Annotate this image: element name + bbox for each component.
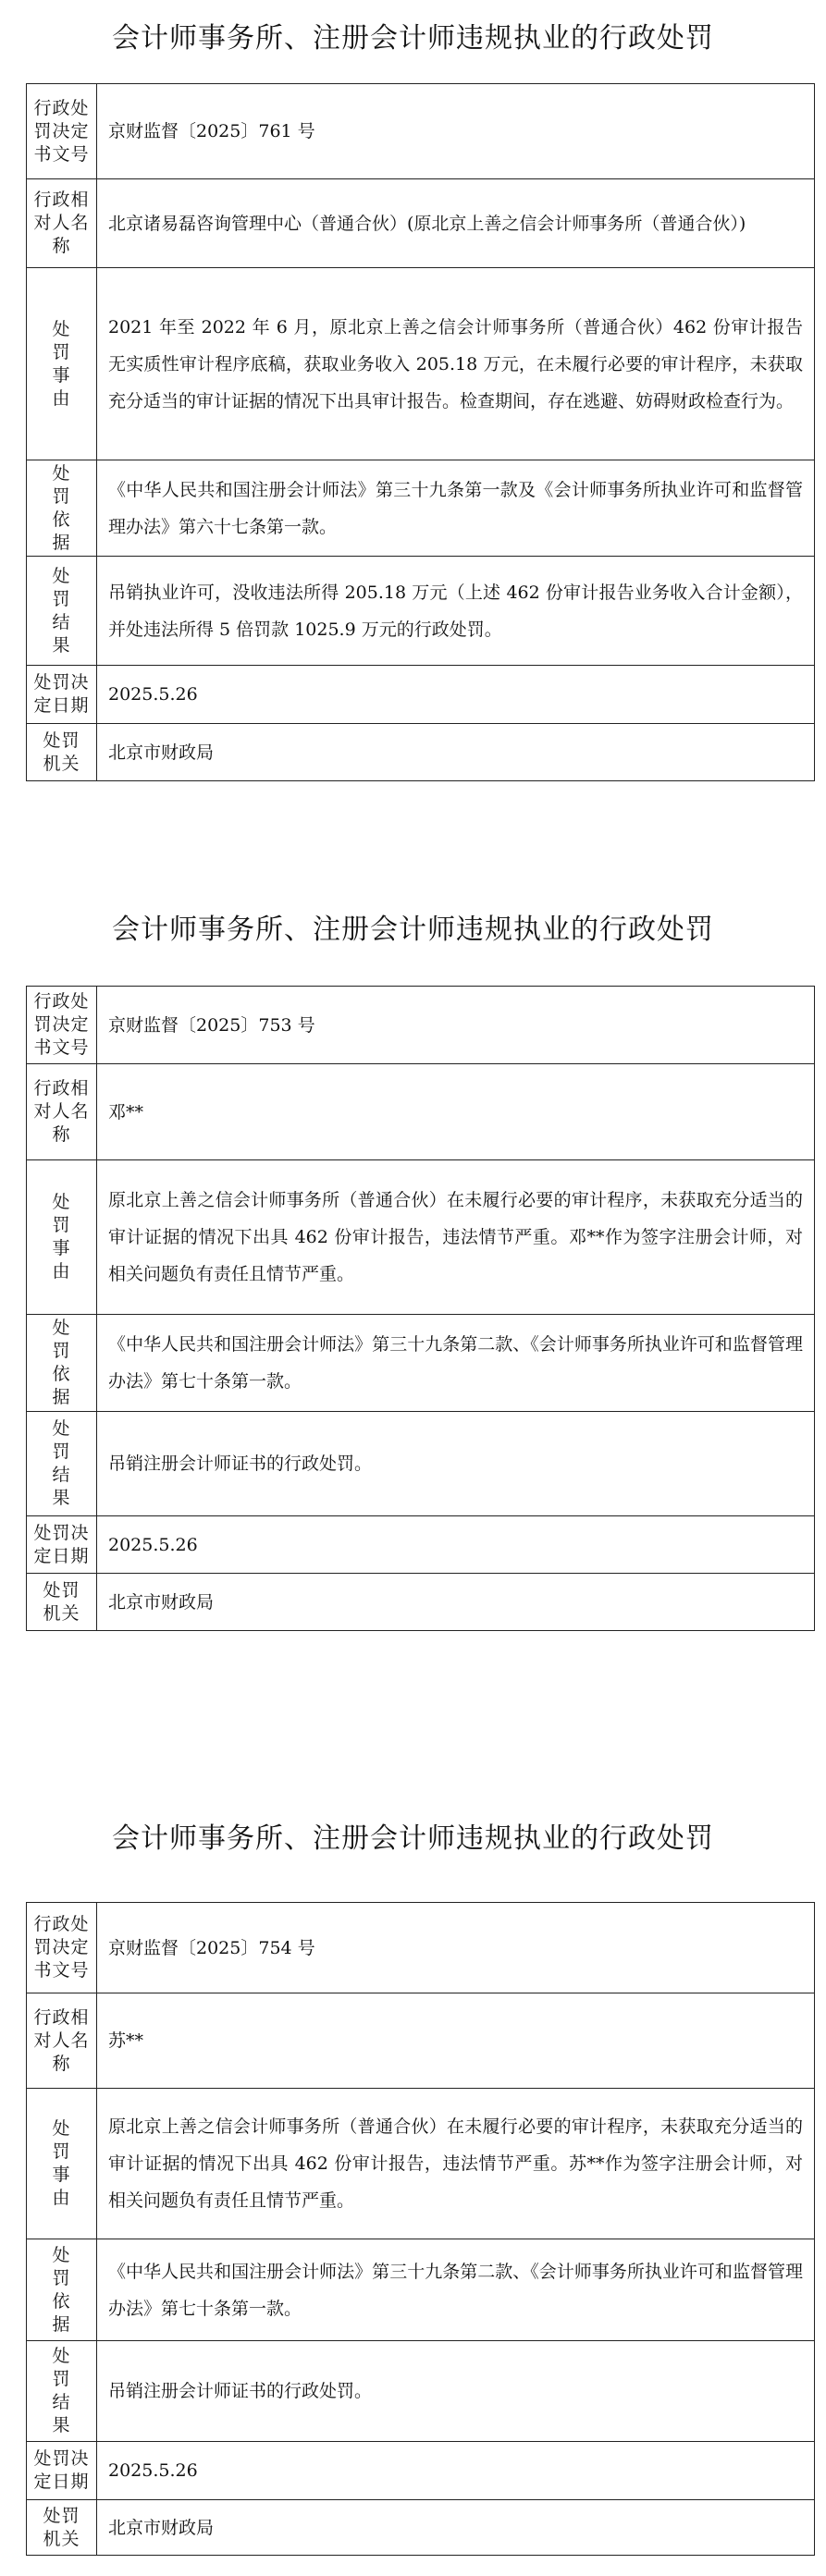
- notice-title: 会计师事务所、注册会计师违规执业的行政处罚: [112, 1822, 714, 1855]
- row-label-basis: 处罚依据: [27, 460, 97, 557]
- row-label-reason: 处罚事由: [27, 1160, 97, 1315]
- row-value-basis: 《中华人民共和国注册会计师法》第三十九条第一款及《会计师事务所执业许可和监督管理办法》第六十七条第一款。: [97, 460, 815, 557]
- row-label-authority: 处罚机关: [27, 724, 97, 781]
- table-row: [27, 557, 815, 666]
- row-label-party-name: 行政相对人名称: [27, 1993, 97, 2089]
- row-value-authority: 北京市财政局: [97, 2500, 815, 2556]
- row-value-decision-number: 京财监督〔2025〕754 号: [97, 1903, 815, 1993]
- table-row: [27, 987, 815, 1064]
- row-label-decision-date: 处罚决定日期: [27, 666, 97, 724]
- table-row: [27, 2442, 815, 2500]
- row-value-reason: 2021 年至 2022 年 6 月，原北京上善之信会计师事务所（普通合伙）462 份审计报告无实质性审计程序底稿，获取业务收入 205.18 万元，在未履行必要的审计程序，未获取充分适当的审计证据的情况下出具审计报告。检查期间，存在逃避、妨碍财政检查行为。: [97, 268, 815, 460]
- row-label-result: 处罚结果: [27, 1412, 97, 1516]
- table-row: [27, 2239, 815, 2341]
- table-row: [27, 666, 815, 724]
- row-value-result: 吊销注册会计师证书的行政处罚。: [97, 1412, 815, 1516]
- table-row: [27, 84, 815, 179]
- row-value-result: 吊销注册会计师证书的行政处罚。: [97, 2341, 815, 2442]
- row-label-decision-number: 行政处罚决定书文号: [27, 84, 97, 179]
- notice-table: [26, 986, 815, 1631]
- row-label-decision-date: 处罚决定日期: [27, 2442, 97, 2500]
- table-row: [27, 179, 815, 268]
- table-row: [27, 2341, 815, 2442]
- row-label-decision-date: 处罚决定日期: [27, 1516, 97, 1574]
- row-value-authority: 北京市财政局: [97, 1574, 815, 1631]
- table-row: [27, 724, 815, 781]
- table-row: [27, 1903, 815, 1993]
- notice-title: 会计师事务所、注册会计师违规执业的行政处罚: [112, 914, 714, 946]
- table-row: [27, 268, 815, 460]
- row-label-basis: 处罚依据: [27, 1315, 97, 1412]
- row-value-basis: 《中华人民共和国注册会计师法》第三十九条第二款、《会计师事务所执业许可和监督管理办法》第七十条第一款。: [97, 2239, 815, 2341]
- table-row: [27, 2089, 815, 2239]
- row-value-basis: 《中华人民共和国注册会计师法》第三十九条第二款、《会计师事务所执业许可和监督管理办法》第七十条第一款。: [97, 1315, 815, 1412]
- row-value-party-name: 苏**: [97, 1993, 815, 2089]
- row-value-reason: 原北京上善之信会计师事务所（普通合伙）在未履行必要的审计程序，未获取充分适当的审计证据的情况下出具 462 份审计报告，违法情节严重。邓**作为签字注册会计师，对相关问题负有责任且情节严重。: [97, 1160, 815, 1315]
- table-row: [27, 1064, 815, 1160]
- row-label-authority: 处罚机关: [27, 2500, 97, 2556]
- row-label-decision-number: 行政处罚决定书文号: [27, 987, 97, 1064]
- row-label-decision-number: 行政处罚决定书文号: [27, 1903, 97, 1993]
- row-value-decision-date: 2025.5.26: [97, 666, 815, 724]
- row-value-decision-number: 京财监督〔2025〕761 号: [97, 84, 815, 179]
- table-row: [27, 460, 815, 557]
- row-value-party-name: 北京诸易磊咨询管理中心（普通合伙）(原北京上善之信会计师事务所（普通合伙）): [97, 179, 815, 268]
- table-row: [27, 1315, 815, 1412]
- row-value-party-name: 邓**: [97, 1064, 815, 1160]
- row-label-result: 处罚结果: [27, 557, 97, 666]
- notice-table: [26, 83, 815, 781]
- table-row: [27, 1160, 815, 1315]
- notice-table: [26, 1902, 815, 2556]
- row-label-party-name: 行政相对人名称: [27, 179, 97, 268]
- table-row: [27, 1574, 815, 1631]
- table-row: [27, 1993, 815, 2089]
- row-label-authority: 处罚机关: [27, 1574, 97, 1631]
- row-value-decision-number: 京财监督〔2025〕753 号: [97, 987, 815, 1064]
- row-value-reason: 原北京上善之信会计师事务所（普通合伙）在未履行必要的审计程序，未获取充分适当的审计证据的情况下出具 462 份审计报告，违法情节严重。苏**作为签字注册会计师，对相关问题负有责任且情节严重。: [97, 2089, 815, 2239]
- row-label-reason: 处罚事由: [27, 2089, 97, 2239]
- row-label-party-name: 行政相对人名称: [27, 1064, 97, 1160]
- row-value-decision-date: 2025.5.26: [97, 1516, 815, 1574]
- table-row: [27, 1412, 815, 1516]
- row-value-result: 吊销执业许可，没收违法所得 205.18 万元（上述 462 份审计报告业务收入合计金额），并处违法所得 5 倍罚款 1025.9 万元的行政处罚。: [97, 557, 815, 666]
- notice-title: 会计师事务所、注册会计师违规执业的行政处罚: [112, 22, 714, 55]
- table-row: [27, 1516, 815, 1574]
- row-label-basis: 处罚依据: [27, 2239, 97, 2341]
- table-row: [27, 2500, 815, 2556]
- row-value-decision-date: 2025.5.26: [97, 2442, 815, 2500]
- row-value-authority: 北京市财政局: [97, 724, 815, 781]
- row-label-reason: 处罚事由: [27, 268, 97, 460]
- row-label-result: 处罚结果: [27, 2341, 97, 2442]
